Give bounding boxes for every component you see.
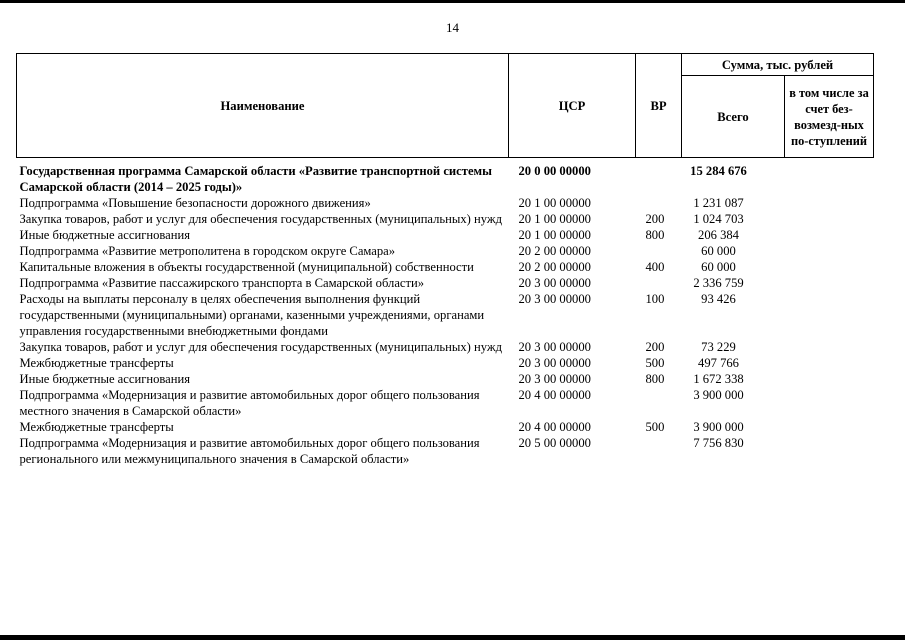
table-row [17, 243, 874, 259]
cell-name: Подпрограмма «Модернизация и развитие автомобильных дорог общего пользования регионального или межмуниципального значения в Самарской области» [19, 436, 480, 466]
cell-csr: 20 1 00 00000 [518, 196, 591, 210]
table-row [17, 291, 874, 339]
cell-vr: 100 [645, 292, 665, 306]
cell-name: Подпрограмма «Развитие метрополитена в городском округе Самара» [19, 244, 396, 258]
cell-vr: 800 [645, 228, 665, 242]
cell-name: Расходы на выплаты персоналу в целях обеспечения выполнения функций государственными (муниципальными) органами, казенными учреждениями, органами управления государственными внебюджетными фондами [19, 292, 485, 338]
cell-vr: 500 [645, 356, 665, 370]
table-row [17, 211, 874, 227]
cell-name: Иные бюджетные ассигнования [19, 228, 191, 242]
cell-name: Государственная программа Самарской области «Развитие транспортной системы Самарской области (2014 – 2025 годы)» [19, 164, 492, 194]
cell-nonrepayable [785, 355, 874, 371]
cell-vr [636, 435, 682, 467]
table-row [17, 275, 874, 291]
table-row [17, 435, 874, 467]
cell-name: Закупка товаров, работ и услуг для обеспечения государственных (муниципальных) нужд [19, 212, 502, 226]
cell-name: Капитальные вложения в объекты государственной (муниципальной) собственности [19, 260, 474, 274]
cell-name: Закупка товаров, работ и услуг для обеспечения государственных (муниципальных) нужд [19, 340, 502, 354]
cell-total: 3 900 000 [693, 420, 744, 434]
cell-vr [636, 275, 682, 291]
header-total: Всего [682, 76, 785, 158]
cell-total: 206 384 [698, 228, 739, 242]
cell-vr [636, 243, 682, 259]
page-number: 14 [446, 20, 459, 35]
cell-name: Подпрограмма «Повышение безопасности дорожного движения» [19, 196, 371, 210]
table-row [17, 355, 874, 371]
cell-vr [636, 387, 682, 419]
cell-name: Иные бюджетные ассигнования [19, 372, 191, 386]
cell-nonrepayable [785, 371, 874, 387]
cell-vr: 800 [645, 372, 665, 386]
cell-csr: 20 1 00 00000 [518, 228, 591, 242]
header-nonrepayable: в том числе за счет без-возмезд-ных по-ступлений [785, 76, 874, 158]
top-border-rule [0, 0, 905, 3]
cell-csr: 20 3 00 00000 [518, 372, 591, 386]
cell-total: 93 426 [701, 292, 736, 306]
cell-total: 7 756 830 [693, 436, 744, 450]
header-csr: ЦСР [509, 54, 636, 158]
table-header [17, 54, 874, 158]
cell-csr: 20 2 00 00000 [518, 244, 591, 258]
cell-nonrepayable [785, 158, 874, 196]
cell-vr [636, 158, 682, 196]
header-vr: ВР [636, 54, 682, 158]
cell-name: Межбюджетные трансферты [19, 420, 174, 434]
cell-vr: 500 [645, 420, 665, 434]
cell-vr: 400 [645, 260, 665, 274]
cell-total: 497 766 [698, 356, 739, 370]
cell-nonrepayable [785, 339, 874, 355]
cell-name: Межбюджетные трансферты [19, 356, 174, 370]
cell-total: 2 336 759 [693, 276, 744, 290]
cell-nonrepayable [785, 387, 874, 419]
cell-nonrepayable [785, 275, 874, 291]
budget-table [16, 53, 874, 467]
table-row [17, 195, 874, 211]
cell-csr: 20 4 00 00000 [518, 420, 591, 434]
cell-nonrepayable [785, 195, 874, 211]
cell-nonrepayable [785, 435, 874, 467]
cell-nonrepayable [785, 227, 874, 243]
header-name: Наименование [17, 54, 509, 158]
cell-nonrepayable [785, 259, 874, 275]
cell-csr: 20 3 00 00000 [518, 356, 591, 370]
cell-csr: 20 0 00 00000 [518, 164, 591, 178]
cell-vr: 200 [645, 212, 665, 226]
cell-vr [636, 195, 682, 211]
cell-nonrepayable [785, 243, 874, 259]
cell-total: 60 000 [701, 260, 736, 274]
cell-name: Подпрограмма «Развитие пассажирского транспорта в Самарской области» [19, 276, 425, 290]
cell-name: Подпрограмма «Модернизация и развитие автомобильных дорог общего пользования местного значения в Самарской области» [19, 388, 480, 418]
table-row [17, 158, 874, 196]
table-row [17, 339, 874, 355]
cell-csr: 20 2 00 00000 [518, 260, 591, 274]
table-row [17, 227, 874, 243]
table-row [17, 371, 874, 387]
table-row [17, 387, 874, 419]
bottom-border-rule [0, 635, 905, 640]
cell-total: 15 284 676 [690, 164, 747, 178]
table-row [17, 259, 874, 275]
cell-nonrepayable [785, 291, 874, 339]
cell-csr: 20 3 00 00000 [518, 292, 591, 306]
cell-csr: 20 5 00 00000 [518, 436, 591, 450]
cell-csr: 20 1 00 00000 [518, 212, 591, 226]
table-body [17, 158, 874, 468]
cell-total: 1 672 338 [693, 372, 744, 386]
cell-nonrepayable [785, 419, 874, 435]
cell-nonrepayable [785, 211, 874, 227]
cell-csr: 20 3 00 00000 [518, 340, 591, 354]
cell-total: 1 231 087 [693, 196, 744, 210]
cell-total: 73 229 [701, 340, 736, 354]
cell-total: 60 000 [701, 244, 736, 258]
cell-vr: 200 [645, 340, 665, 354]
table-row [17, 419, 874, 435]
cell-total: 3 900 000 [693, 388, 744, 402]
cell-csr: 20 4 00 00000 [518, 388, 591, 402]
cell-total: 1 024 703 [693, 212, 744, 226]
cell-csr: 20 3 00 00000 [518, 276, 591, 290]
header-sum-group: Сумма, тыс. рублей [682, 54, 874, 76]
